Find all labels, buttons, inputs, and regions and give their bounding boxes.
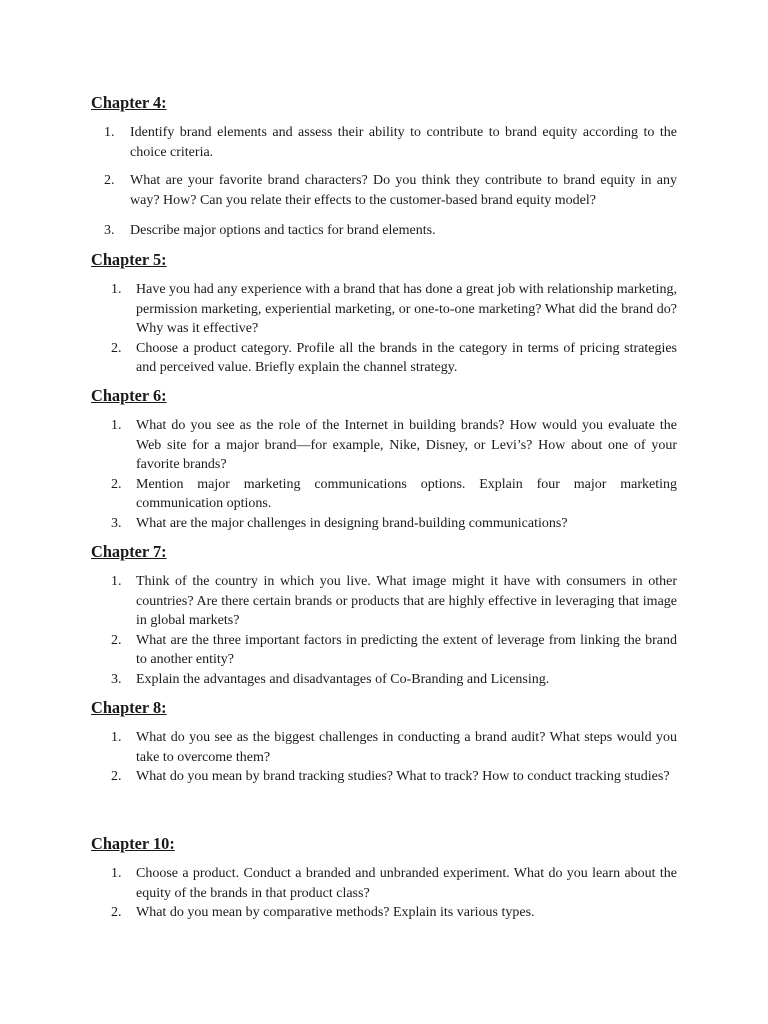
item-number: 1. bbox=[104, 125, 115, 140]
item-text: Choose a product. Conduct a branded and unbranded experiment. What do you learn about the equity of the brands in that product class? bbox=[136, 866, 677, 901]
chapter-10-section bbox=[91, 834, 677, 923]
list-item bbox=[91, 171, 677, 210]
item-text: What are the major challenges in designing brand-building communications? bbox=[136, 515, 568, 531]
question-list bbox=[91, 864, 677, 923]
item-number: 3. bbox=[111, 515, 122, 531]
chapter-heading: Chapter 4: bbox=[91, 93, 167, 112]
item-text: Explain the advantages and disadvantages of Co-Branding and Licensing. bbox=[136, 671, 550, 687]
question-list bbox=[91, 728, 677, 787]
item-text: Identify brand elements and assess their ability to contribute to brand equity according to the choice criteria. bbox=[130, 125, 677, 160]
list-item bbox=[91, 767, 677, 787]
list-item bbox=[91, 728, 677, 767]
item-number: 2. bbox=[111, 905, 122, 920]
item-number: 3. bbox=[111, 671, 122, 687]
item-number: 2. bbox=[111, 769, 122, 784]
list-item bbox=[91, 416, 677, 475]
list-item bbox=[91, 475, 677, 514]
item-text: Choose a product category. Profile all the brands in the category in terms of pricing strategies and perceived value. Briefly explain the channel strategy. bbox=[136, 340, 677, 375]
list-item bbox=[91, 123, 677, 162]
list-item bbox=[91, 864, 677, 903]
list-item bbox=[91, 339, 677, 378]
chapter-heading: Chapter 6: bbox=[91, 386, 167, 405]
list-item bbox=[91, 572, 677, 631]
item-text: Mention major marketing communications options. Explain four major marketing communication options. bbox=[136, 476, 677, 511]
item-text: What do you mean by brand tracking studies? What to track? How to conduct tracking studies? bbox=[136, 769, 670, 784]
item-text: Think of the country in which you live. What image might it have with consumers in other countries? Are there certain brands or products that are highly effective in leveraging that image in global markets? bbox=[136, 574, 677, 628]
chapter-heading: Chapter 5: bbox=[91, 250, 167, 269]
question-list bbox=[91, 416, 677, 533]
item-number: 1. bbox=[111, 574, 122, 589]
item-text: What are the three important factors in predicting the extent of leverage from linking the brand to another entity? bbox=[136, 632, 677, 667]
list-item bbox=[91, 221, 677, 241]
item-text: What are your favorite brand characters? Do you think they contribute to brand equity in any way? How? Can you relate their effects to the customer-based brand equity model? bbox=[130, 173, 677, 208]
item-number: 2. bbox=[111, 340, 122, 356]
item-number: 3. bbox=[104, 223, 115, 238]
chapter-8-section bbox=[91, 698, 677, 787]
item-number: 1. bbox=[111, 282, 122, 297]
chapter-4-section bbox=[91, 93, 677, 241]
list-item bbox=[91, 903, 677, 923]
chapter-heading: Chapter 7: bbox=[91, 542, 167, 561]
chapter-heading: Chapter 8: bbox=[91, 698, 167, 717]
list-item bbox=[91, 280, 677, 339]
question-list bbox=[91, 123, 677, 241]
chapter-7-section bbox=[91, 542, 677, 689]
chapter-heading: Chapter 10: bbox=[91, 834, 175, 853]
item-number: 2. bbox=[111, 476, 122, 492]
item-number: 1. bbox=[111, 418, 122, 433]
list-item bbox=[91, 514, 677, 534]
list-item bbox=[91, 631, 677, 670]
item-text: Have you had any experience with a brand that has done a great job with relationship marketing, permission marketing, experiential marketing, or one-to-one marketing? What did the brand do? Why was it effective? bbox=[136, 282, 677, 336]
item-text: What do you see as the biggest challenges in conducting a brand audit? What steps would you take to overcome them? bbox=[136, 730, 677, 765]
chapter-5-section bbox=[91, 250, 677, 378]
item-number: 1. bbox=[111, 866, 122, 881]
item-number: 2. bbox=[111, 632, 122, 648]
item-text: What do you see as the role of the Internet in building brands? How would you evaluate the Web site for a major brand—for example, Nike, Disney, or Levi’s? How about one of your favorite brands? bbox=[136, 418, 677, 472]
question-list bbox=[91, 280, 677, 378]
item-text: What do you mean by comparative methods? Explain its various types. bbox=[136, 905, 535, 920]
list-item bbox=[91, 670, 677, 690]
item-text: Describe major options and tactics for brand elements. bbox=[130, 223, 436, 238]
item-number: 1. bbox=[111, 730, 122, 745]
question-list bbox=[91, 572, 677, 689]
chapter-6-section bbox=[91, 386, 677, 533]
item-number: 2. bbox=[104, 173, 115, 188]
